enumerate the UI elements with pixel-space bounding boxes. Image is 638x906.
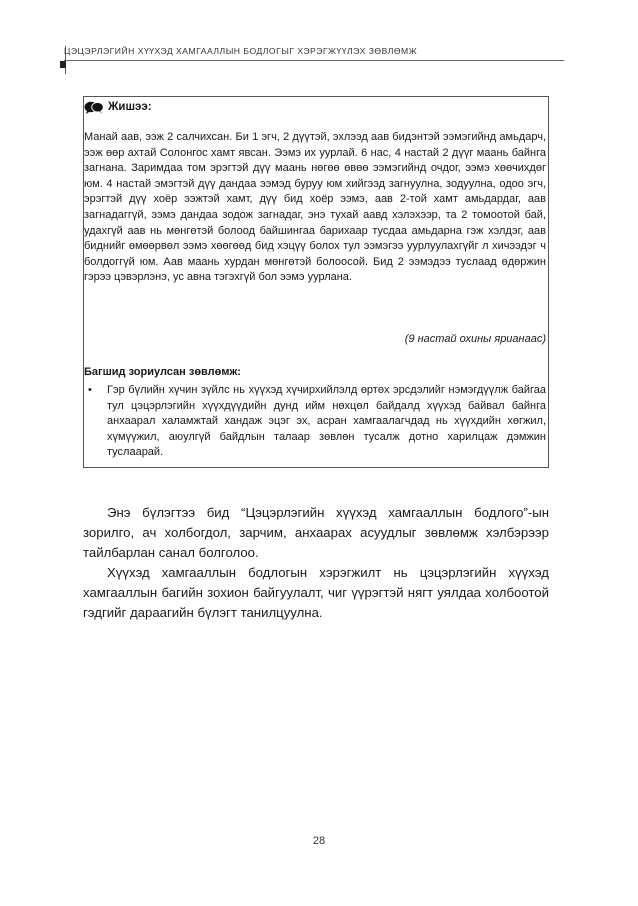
- header-rule: [64, 60, 564, 61]
- header-marker: [60, 61, 66, 68]
- body-paragraph-2: Хүүхэд хамгааллын бодлогын хэрэгжилт нь цэцэрлэгийн хүүхэд хамгааллын багийн зохион байгуулалт, чиг үүрэгтэй нягт уялдаа холбоотой гэдгийг дараагийн бүлэгт танилцуулна.: [83, 565, 549, 620]
- example-heading-text: Жишээ:: [108, 101, 152, 113]
- body-paragraph-1: Энэ бүлэгтээ бид “Цэцэрлэгийн хүүхэд хамгааллын бодлого”-ын зорилго, ач холбогдол, зарчим, анхаарах асуудлыг зөвлөмж хэлбэрээр тайлбарлан санал болголоо.: [83, 505, 549, 560]
- page-number: 28: [312, 835, 326, 847]
- running-header: ЦЭЦЭРЛЭГИЙН ХҮҮХЭД ХАМГААЛЛЫН БОДЛОГЫГ ХЭРЭГЖҮҮЛЭХ ЗӨВЛӨМЖ: [64, 46, 418, 56]
- advice-bullet: •: [88, 384, 92, 396]
- speech-bubbles-icon: [84, 101, 104, 114]
- example-source: (9 настай охины ярианаас): [404, 333, 546, 345]
- advice-title: Багшид зориулсан зөвлөмж:: [84, 366, 241, 378]
- example-heading: [84, 100, 152, 114]
- example-story: Манай аав, ээж 2 салчихсан. Би 1 эгч, 2 дүүтэй, эхлээд аав бидэнтэй ээмэгийнд амьдарч, ээж өөр ахтай Солонгос хамт явсан. Ээмэ их уурлай. 6 нас, 4 настай 2 дүүг маань байнга загнана. Заримдаа том эрэгтэй дүү маань нөгөө өвөө ээмэгийнд очдог, ээмэ хөөчихдөг юм. 4 настай эмэгтэй дүү дандаа ээмэд буруу юм хийгээд загнуулна, зодуулна, одоо эгч, эрэгтэй дүү хоёр ээжтэй хамт, дүү бид хоёр ээмэ, аав 2-той хамт амьдардаг, аав загнадаггүй, ээмэ дандаа зодож загнадаг, энэ тухай аавд хэлэхээр, та 2 томоотой бай, удахгүй аав нь мөнгөтэй болоод байшингаа барихаар тусдаа амьдарна гэж хэлдэг, аав биднийг өмөөрвөл ээмэ хөөгөөд бид хэцүү болох тул ээмэгээ уурлуулахгүйг л хичээдэг ч болдоггүй юм. Аав маань хурдан мөнгөтэй болоосой. Бид 2 ээмэдээ туслаад өдөржин гэрээ цэвэрлэнэ, ус авна тэгэхгүй бол ээмэ уурлана.: [84, 131, 546, 284]
- advice-text: Гэр бүлийн хүчин зүйлс нь хүүхэд хүчирхийлэлд өртөх эрсдэлийг нэмэгдүүлж байгаа тул цэцэрлэгийн хүүхдүүдийн дунд ийм нөхцөл байдалд хүүхэд байвал байнга анхаарал халамжтай хандаж эцэг эх, асран хамгаалагчдад нь хүүхдийн хөгжил, хүмүүжил, аюулгүй байдлын талаар зөвлөн тусалж дотно харилцаж дэмжин туслаарай.: [107, 384, 546, 459]
